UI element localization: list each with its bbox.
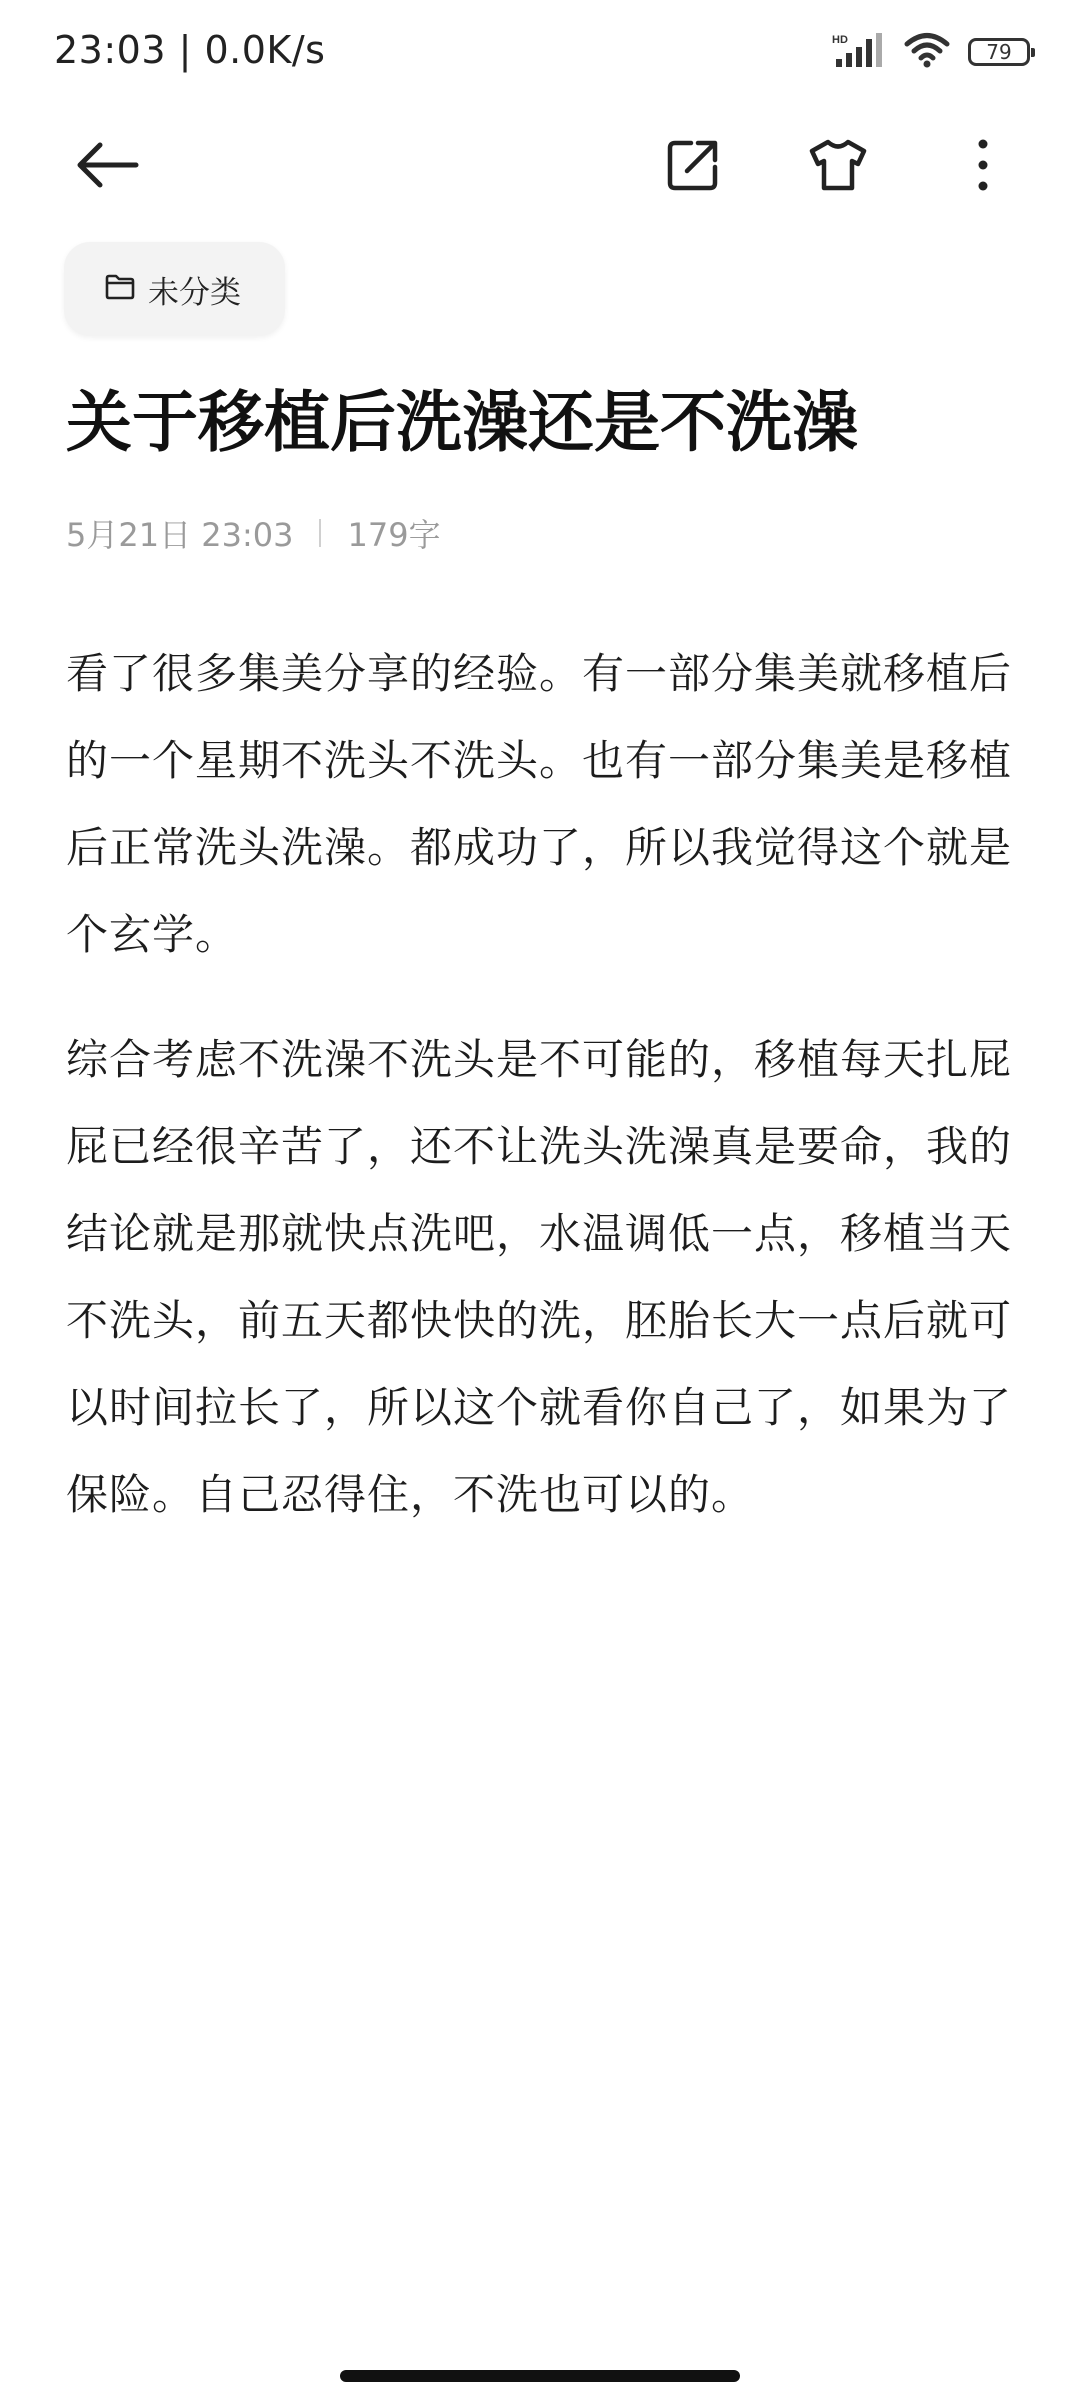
tshirt-theme-icon: [808, 137, 868, 197]
folder-icon: [104, 273, 136, 305]
status-bar: [0, 0, 1080, 110]
wifi-icon: [904, 31, 950, 73]
network-type-label: HD: [832, 34, 848, 46]
note-paragraph[interactable]: 综合考虑不洗澡不洗头是不可能的，移植每天扎屁屁已经很辛苦了，还不让洗头洗澡真是要命，我的结论就是那就快点洗吧，水温调低一点，移植当天不洗头，前五天都快快的洗，胚胎长大一点后就可以时间拉长了，所以这个就看你自己了，如果为了保险。自己忍得住，不洗也可以的。: [66, 1035, 1013, 1519]
back-arrow-icon: [74, 140, 140, 194]
toolbar: [0, 120, 1080, 210]
note-meta: [66, 510, 441, 556]
category-chip[interactable]: [64, 242, 285, 336]
status-time: 23:03 | 0.0K/s: [54, 28, 326, 72]
status-icons: [832, 30, 1030, 74]
note-date: 5月21日 23:03: [66, 516, 294, 554]
battery-level: 79: [986, 40, 1012, 64]
home-indicator[interactable]: [340, 2370, 740, 2382]
share-button[interactable]: [658, 132, 728, 202]
more-vertical-icon: [977, 138, 989, 196]
category-label: 未分类: [148, 274, 241, 311]
note-title[interactable]: 关于移植后洗澡还是不洗澡: [66, 384, 858, 461]
share-export-icon: [665, 137, 721, 197]
theme-button[interactable]: [803, 132, 873, 202]
battery-icon: [968, 38, 1030, 66]
word-count: 179字: [347, 516, 441, 554]
note-body[interactable]: [66, 630, 1016, 1576]
more-options-button[interactable]: [948, 132, 1018, 202]
note-paragraph[interactable]: 看了很多集美分享的经验。有一部分集美就移植后的一个星期不洗头不洗头。也有一部分集美是移植后正常洗头洗澡。都成功了，所以我觉得这个就是个玄学。: [66, 649, 1013, 959]
cellular-signal-icon: [832, 31, 886, 73]
meta-divider: [319, 519, 321, 547]
back-button[interactable]: [72, 132, 142, 202]
